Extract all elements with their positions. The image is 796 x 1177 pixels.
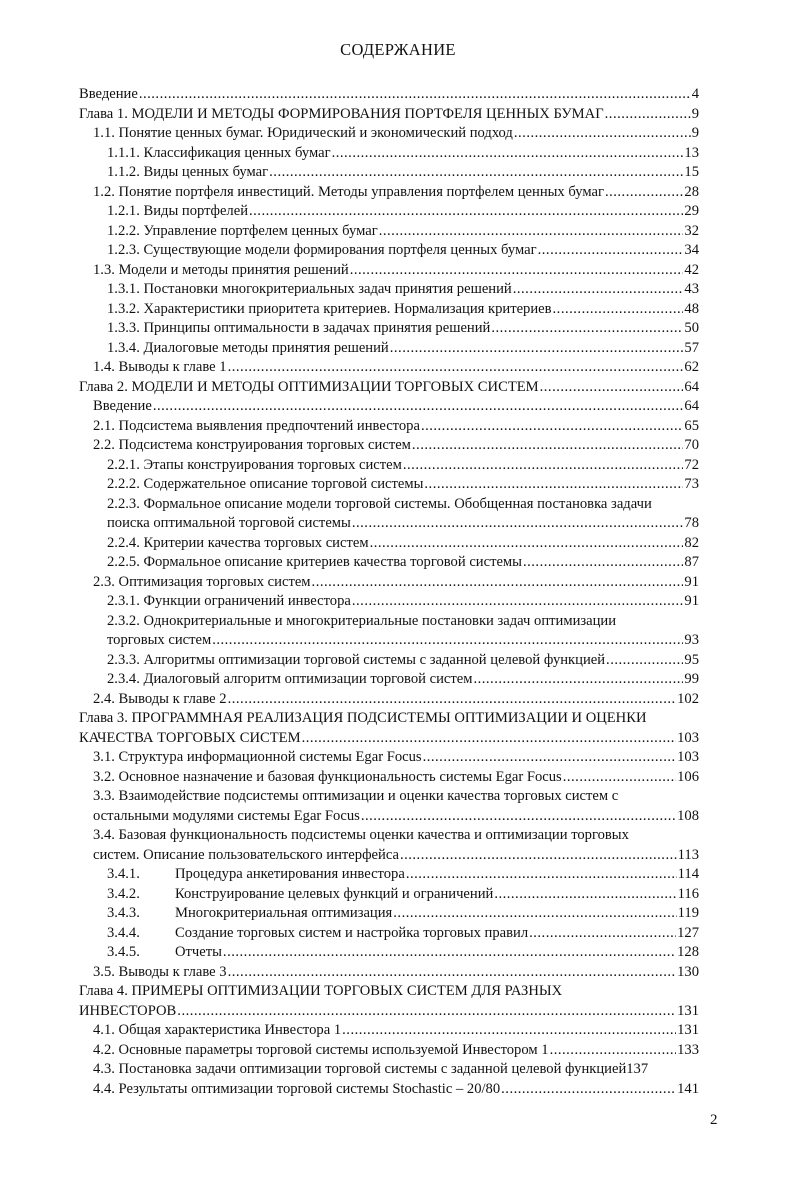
toc-leader-dots (423, 748, 677, 768)
toc-leader-dots (421, 417, 683, 437)
toc-leader-dots (332, 144, 684, 164)
toc-entry-page: 127 (677, 924, 699, 941)
toc-entry-title: 3.5. Выводы к главе 3 (93, 963, 227, 980)
toc-entry-title: 4.2. Основные параметры торговой системы используемой Инвестором 1 (93, 1041, 549, 1058)
toc-leader-dots (540, 378, 684, 398)
toc-entry (79, 729, 699, 749)
toc-entry-page: 15 (684, 164, 699, 180)
toc-leader-dots (501, 1080, 676, 1100)
toc-entry-page: 141 (677, 1080, 699, 1097)
toc-entry (79, 1041, 699, 1061)
toc-entry-title: торговых систем (107, 632, 212, 648)
toc-entry-title: 2.4. Выводы к главе 2 (93, 690, 227, 707)
toc-entry-title: 1.3. Модели и методы принятия решений (93, 261, 349, 278)
toc-entry-title: 1.2. Понятие портфеля инвестиций. Методы управления портфелем ценных бумаг (93, 183, 604, 200)
toc-entry (79, 943, 699, 963)
toc-entry-title: Глава 4. ПРИМЕРЫ ОПТИМИЗАЦИИ ТОРГОВЫХ СИСТЕМ ДЛЯ РАЗНЫХ (79, 983, 563, 999)
toc-entry (79, 612, 699, 632)
toc-entry (79, 768, 699, 788)
toc-entry-page: 91 (684, 573, 699, 590)
toc-entry (79, 436, 699, 456)
toc-entry (79, 534, 699, 554)
table-of-contents (79, 85, 699, 1099)
toc-entry-title: Глава 1. МОДЕЛИ И МЕТОДЫ ФОРМИРОВАНИЯ ПОРТФЕЛЯ ЦЕННЫХ БУМАГ (79, 105, 604, 122)
toc-entry-title: 1.2.2. Управление портфелем ценных бумаг (107, 222, 378, 239)
toc-entry-title: Введение (79, 86, 138, 102)
toc-entry (79, 631, 699, 651)
toc-entry (79, 495, 699, 515)
toc-leader-dots (361, 807, 676, 827)
toc-entry-page: 70 (684, 437, 699, 453)
toc-entry-page: 102 (677, 690, 699, 707)
toc-entry-page: 103 (677, 729, 699, 746)
toc-entry-page: 72 (684, 456, 699, 473)
toc-entry (79, 183, 699, 203)
toc-leader-dots (550, 1041, 677, 1061)
toc-entry-page: 43 (684, 281, 699, 297)
toc-entry-page: 34 (684, 242, 699, 258)
toc-entry-page: 57 (684, 339, 699, 356)
toc-entry-title: 3.3. Взаимодействие подсистемы оптимизации и оценки качества торговых систем с (93, 788, 619, 804)
toc-entry (79, 163, 699, 183)
toc-entry-title: ИНВЕСТОРОВ (79, 1002, 177, 1019)
toc-leader-dots (139, 85, 691, 105)
toc-entry-page: 4 (691, 86, 699, 102)
toc-entry-text: Процедура анкетирования инвестора (175, 866, 405, 882)
toc-entry (79, 573, 699, 593)
toc-entry (79, 300, 699, 320)
toc-entry (79, 397, 699, 417)
toc-entry (79, 885, 699, 905)
toc-entry-number: 3.4.2. (107, 885, 140, 902)
toc-entry-title: 2.2.2. Содержательное описание торговой системы (107, 476, 424, 492)
toc-entry (79, 807, 699, 827)
toc-entry (79, 553, 699, 573)
toc-entry-title: систем. Описание пользовательского интерфейса (93, 846, 399, 863)
toc-entry-page: 113 (677, 846, 699, 863)
toc-entry (79, 865, 699, 885)
toc-entry-number: 3.4.4. (107, 924, 140, 941)
toc-entry-title: 3.2. Основное назначение и базовая функциональность системы Egar Focus (93, 768, 562, 785)
toc-entry-title (107, 904, 392, 924)
toc-entry-title: 2.3.2. Однокритериальные и многокритериальные постановки задач оптимизации (107, 612, 617, 629)
toc-entry-title: 2.2.4. Критерии качества торговых систем (107, 534, 369, 551)
toc-entry (79, 1060, 699, 1080)
toc-leader-dots (212, 631, 683, 651)
toc-entry-page: 9 (691, 125, 699, 141)
toc-entry (79, 748, 699, 768)
toc-entry-page: 133 (677, 1041, 699, 1058)
toc-entry (79, 670, 699, 690)
toc-entry-page: 9 (691, 105, 699, 122)
toc-leader-dots (342, 1021, 676, 1041)
toc-entry-page: 99 (684, 671, 699, 687)
toc-entry-page: 78 (684, 515, 699, 531)
toc-leader-dots (563, 768, 676, 788)
page-title: СОДЕРЖАНИЕ (340, 40, 456, 59)
toc-entry (79, 241, 699, 261)
toc-entry (79, 1080, 699, 1100)
toc-entry-page: 64 (684, 398, 699, 414)
toc-entry-title: 1.2.3. Существующие модели формирования портфеля ценных бумаг (107, 242, 537, 258)
toc-entry (79, 690, 699, 710)
toc-entry (79, 417, 699, 437)
toc-leader-dots (514, 124, 691, 144)
toc-leader-dots (350, 261, 684, 281)
toc-leader-dots (424, 475, 683, 495)
toc-entry-title (107, 924, 528, 944)
toc-entry (79, 456, 699, 476)
toc-entry-number: 3.4.1. (107, 866, 140, 882)
toc-entry (79, 826, 699, 846)
toc-entry-title: 3.4. Базовая функциональность подсистемы оценки качества и оптимизации торговых (93, 827, 629, 843)
toc-entry (79, 280, 699, 300)
toc-entry-title: 4.1. Общая характеристика Инвестора 1 (93, 1022, 342, 1038)
toc-entry-text: Создание торговых систем и настройка торговых правил (175, 924, 529, 941)
toc-entry-title (107, 885, 493, 905)
toc-entry (79, 475, 699, 495)
toc-entry (79, 261, 699, 281)
toc-entry-title: 1.3.4. Диалоговые методы принятия решений (107, 339, 389, 356)
toc-entry-page: 28 (684, 183, 699, 200)
toc-entry (79, 592, 699, 612)
toc-leader-dots (153, 397, 684, 417)
toc-entry-page: 32 (684, 222, 699, 239)
toc-entry-page: 131 (677, 1022, 699, 1038)
toc-leader-dots (553, 300, 684, 320)
toc-leader-dots (312, 573, 684, 593)
toc-entry-page: 130 (677, 963, 699, 980)
toc-leader-dots (494, 885, 676, 905)
toc-leader-dots (473, 670, 683, 690)
toc-entry-title: 2.3.4. Диалоговый алгоритм оптимизации торговой систем (107, 671, 473, 687)
toc-entry-page: 87 (684, 554, 699, 570)
toc-entry-title: 2.3.1. Функции ограничений инвестора (107, 593, 351, 609)
toc-leader-dots (538, 241, 684, 261)
toc-entry (79, 144, 699, 164)
toc-entry-title: 1.2.1. Виды портфелей (107, 203, 248, 219)
toc-entry-title: Глава 2. МОДЕЛИ И МЕТОДЫ ОПТИМИЗАЦИИ ТОРГОВЫХ СИСТЕМ (79, 378, 539, 395)
toc-entry-title: 1.3.3. Принципы оптимальности в задачах принятия решений (107, 320, 491, 336)
toc-entry-title: 1.4. Выводы к главе 1 (93, 359, 227, 375)
toc-entry-page: 106 (677, 768, 699, 785)
toc-entry-number: 3.4.5. (107, 944, 140, 960)
toc-entry (79, 514, 699, 534)
toc-entry (79, 904, 699, 924)
toc-entry (79, 787, 699, 807)
toc-entry-title: 2.2.1. Этапы конструирования торговых систем (107, 456, 402, 473)
toc-leader-dots (523, 553, 683, 573)
toc-leader-dots (228, 690, 677, 710)
toc-entry (79, 846, 699, 866)
toc-entry-title: 2.2.3. Формальное описание модели торговой системы. Обобщенная постановка задачи (107, 495, 652, 512)
toc-entry (79, 924, 699, 944)
toc-entry (79, 319, 699, 339)
toc-entry (79, 709, 699, 729)
toc-entry-title: 1.3.2. Характеристики приоритета критериев. Нормализация критериев (107, 300, 552, 317)
toc-entry-number: 3.4.3. (107, 905, 140, 921)
toc-entry-page: 29 (684, 203, 699, 219)
toc-leader-dots (249, 202, 683, 222)
toc-entry-title: Введение (93, 398, 152, 414)
toc-entry (79, 339, 699, 359)
toc-entry (79, 202, 699, 222)
toc-entry-title: 3.1. Структура информационной системы Egar Focus (93, 749, 422, 765)
toc-leader-dots (400, 846, 677, 866)
toc-entry-title: КАЧЕСТВА ТОРГОВЫХ СИСТЕМ (79, 729, 301, 746)
toc-entry-title: 2.3.3. Алгоритмы оптимизации торговой системы с заданной целевой функцией (107, 651, 606, 668)
toc-entry (79, 1002, 699, 1022)
toc-entry-page: 128 (677, 944, 699, 960)
toc-entry-page: 103 (677, 749, 699, 765)
toc-entry (79, 982, 699, 1002)
toc-entry-page: 95 (684, 651, 699, 668)
toc-entry-title: поиска оптимальной торговой системы (107, 515, 351, 531)
toc-entry-page: 108 (677, 807, 699, 824)
toc-leader-dots (228, 963, 677, 983)
toc-leader-dots (302, 729, 677, 749)
toc-leader-dots (529, 924, 676, 944)
toc-entry (79, 124, 699, 144)
toc-leader-dots (228, 358, 684, 378)
toc-entry-text: Конструирование целевых функций и ограничений (175, 885, 494, 902)
toc-leader-dots (370, 534, 684, 554)
toc-leader-dots (605, 105, 691, 125)
toc-entry (79, 651, 699, 671)
toc-entry-title: 2.1. Подсистема выявления предпочтений инвестора (93, 417, 420, 434)
toc-entry-title: остальными модулями системы Egar Focus (93, 807, 360, 824)
toc-entry (79, 378, 699, 398)
toc-entry-title: 1.1. Понятие ценных бумаг. Юридический и экономический подход (93, 125, 513, 141)
toc-entry (79, 85, 699, 105)
toc-entry-page: 50 (684, 320, 699, 336)
toc-entry-page: 13 (684, 144, 699, 161)
toc-leader-dots (352, 592, 684, 612)
toc-entry (79, 105, 699, 125)
toc-leader-dots (390, 339, 684, 359)
toc-leader-dots (403, 456, 684, 476)
toc-leader-dots (491, 319, 683, 339)
toc-entry (79, 358, 699, 378)
toc-entry-text: Многокритериальная оптимизация (175, 905, 393, 921)
toc-entry-title: 1.1.2. Виды ценных бумаг (107, 164, 269, 180)
toc-entry-page: 91 (684, 593, 699, 609)
toc-entry-title (107, 865, 405, 885)
toc-entry-page: 65 (684, 417, 699, 434)
toc-entry (79, 1021, 699, 1041)
toc-leader-dots (406, 865, 677, 885)
toc-entry-page: 116 (677, 885, 699, 902)
toc-entry-page: 42 (684, 261, 699, 278)
toc-entry-text: Отчеты (175, 944, 222, 960)
toc-entry-page: 114 (677, 866, 699, 882)
toc-leader-dots (177, 1002, 676, 1022)
page-number: 2 (710, 1112, 718, 1128)
toc-entry-page: 73 (684, 476, 699, 492)
toc-leader-dots (412, 436, 684, 456)
toc-entry-title: 1.3.1. Постановки многокритериальных задач принятия решений (107, 281, 512, 297)
toc-leader-dots (606, 651, 683, 671)
toc-leader-dots (269, 163, 683, 183)
toc-entry-page: 64 (684, 378, 699, 395)
toc-entry-title: 2.3. Оптимизация торговых систем (93, 573, 311, 590)
toc-leader-dots (379, 222, 684, 242)
toc-leader-dots (223, 943, 676, 963)
toc-entry-page: 82 (684, 534, 699, 551)
toc-entry-title: 4.3. Постановка задачи оптимизации торговой системы с заданной целевой функцией137 (93, 1061, 649, 1077)
toc-entry (79, 222, 699, 242)
toc-entry-title: 2.2.5. Формальное описание критериев качества торговой системы (107, 554, 522, 570)
toc-entry-title: Глава 3. ПРОГРАММНАЯ РЕАЛИЗАЦИЯ ПОДСИСТЕМЫ ОПТИМИЗАЦИИ И ОЦЕНКИ (79, 710, 647, 726)
toc-entry-page: 93 (684, 632, 699, 648)
toc-leader-dots (393, 904, 676, 924)
toc-entry-page: 131 (677, 1002, 699, 1019)
toc-entry-title: 2.2. Подсистема конструирования торговых систем (93, 437, 411, 453)
toc-entry-title: 4.4. Результаты оптимизации торговой системы Stochastic – 20/80 (93, 1080, 501, 1097)
toc-entry-page: 119 (677, 905, 699, 921)
toc-leader-dots (513, 280, 684, 300)
toc-entry-page: 48 (684, 300, 699, 317)
toc-leader-dots (605, 183, 683, 203)
toc-entry (79, 963, 699, 983)
toc-leader-dots (352, 514, 684, 534)
toc-entry-title: 1.1.1. Классификация ценных бумаг (107, 144, 331, 161)
toc-entry-page: 62 (684, 359, 699, 375)
toc-entry-title (107, 943, 222, 963)
